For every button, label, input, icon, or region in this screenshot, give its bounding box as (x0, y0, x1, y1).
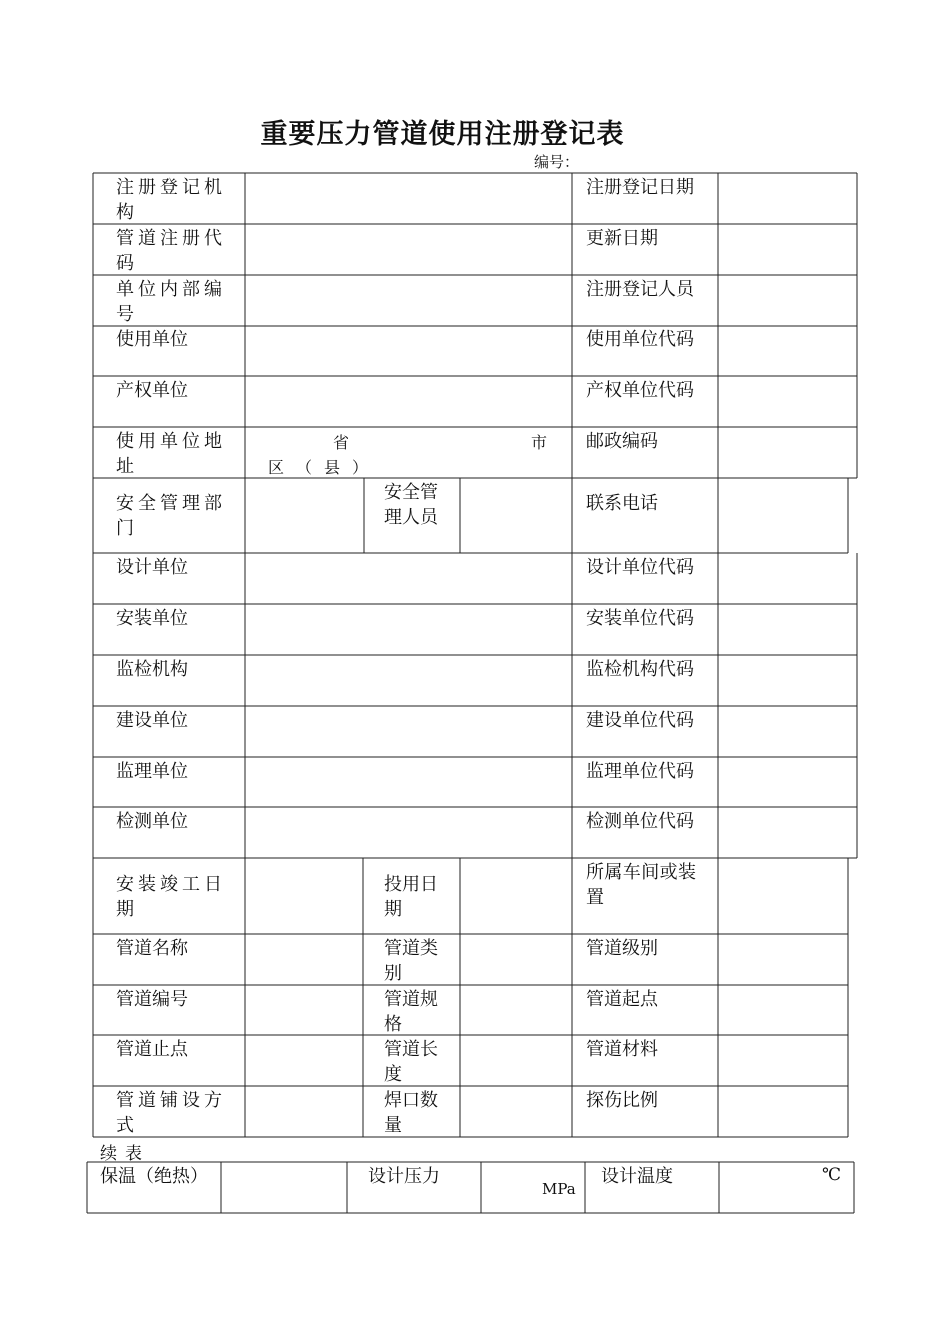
field-label: 产权单位代码 (586, 380, 694, 401)
field-label: 使用单位地址 (116, 431, 222, 477)
field-label: 焊口数量 (384, 1090, 438, 1136)
field-label: 管道级别 (586, 938, 658, 959)
field-label: 建设单位代码 (586, 710, 694, 731)
address-city: 市 (531, 433, 548, 452)
field-label: 使用单位代码 (586, 329, 694, 350)
field-label: 管道注册代码 (116, 228, 222, 274)
field-label: 设计单位 (116, 557, 188, 578)
field-label: 邮政编码 (586, 431, 658, 452)
insulation-label: 保温（绝热） (100, 1166, 208, 1187)
field-label: 安装竣工日期 (116, 874, 222, 920)
field-label: 监理单位 (116, 761, 188, 782)
field-label: 设计单位代码 (586, 557, 694, 578)
field-label: 安装单位 (116, 608, 188, 629)
field-label: 管道编号 (116, 989, 188, 1010)
field-label: 注册登记机构 (116, 177, 222, 223)
field-label: 安全管理人员 (384, 482, 438, 528)
pressure-unit: MPa (542, 1180, 576, 1198)
design-temperature-label: 设计温度 (601, 1166, 673, 1187)
field-label: 注册登记日期 (586, 177, 694, 198)
field-label: 建设单位 (116, 710, 188, 731)
serial-number-label: 编号： (534, 153, 580, 171)
field-label: 管道止点 (116, 1039, 188, 1060)
field-label: 探伤比例 (586, 1090, 658, 1111)
address-district: 区（县） (268, 458, 381, 477)
field-label: 使用单位 (116, 329, 188, 350)
field-label: 管道名称 (116, 938, 188, 959)
field-label: 管道铺设方式 (116, 1090, 222, 1136)
field-label: 更新日期 (586, 228, 658, 249)
field-label: 监理单位代码 (586, 761, 694, 782)
field-label: 监检机构 (116, 659, 188, 680)
continuation-label: 续表 (100, 1144, 150, 1164)
field-label: 单位内部编号 (116, 279, 222, 325)
design-pressure-label: 设计压力 (368, 1166, 440, 1187)
field-label: 管道长度 (384, 1039, 438, 1085)
temperature-unit: ℃ (822, 1165, 842, 1185)
form-title: 重要压力管道使用注册登记表 (260, 119, 625, 150)
field-label: 管道起点 (586, 989, 658, 1010)
field-label: 管道规格 (384, 989, 438, 1035)
field-label: 检测单位 (116, 811, 188, 832)
field-label: 产权单位 (116, 380, 188, 401)
field-label: 监检机构代码 (586, 659, 694, 680)
field-label: 所属车间或装置 (586, 862, 696, 908)
address-province: 省 (333, 433, 350, 452)
field-label: 安装单位代码 (586, 608, 694, 629)
field-label: 管道材料 (586, 1039, 658, 1060)
field-label: 投用日期 (384, 874, 438, 920)
field-label: 检测单位代码 (586, 811, 694, 832)
field-label: 注册登记人员 (586, 279, 694, 300)
field-label: 联系电话 (586, 493, 658, 514)
field-label: 安全管理部门 (116, 493, 222, 539)
field-label: 管道类别 (384, 938, 438, 984)
